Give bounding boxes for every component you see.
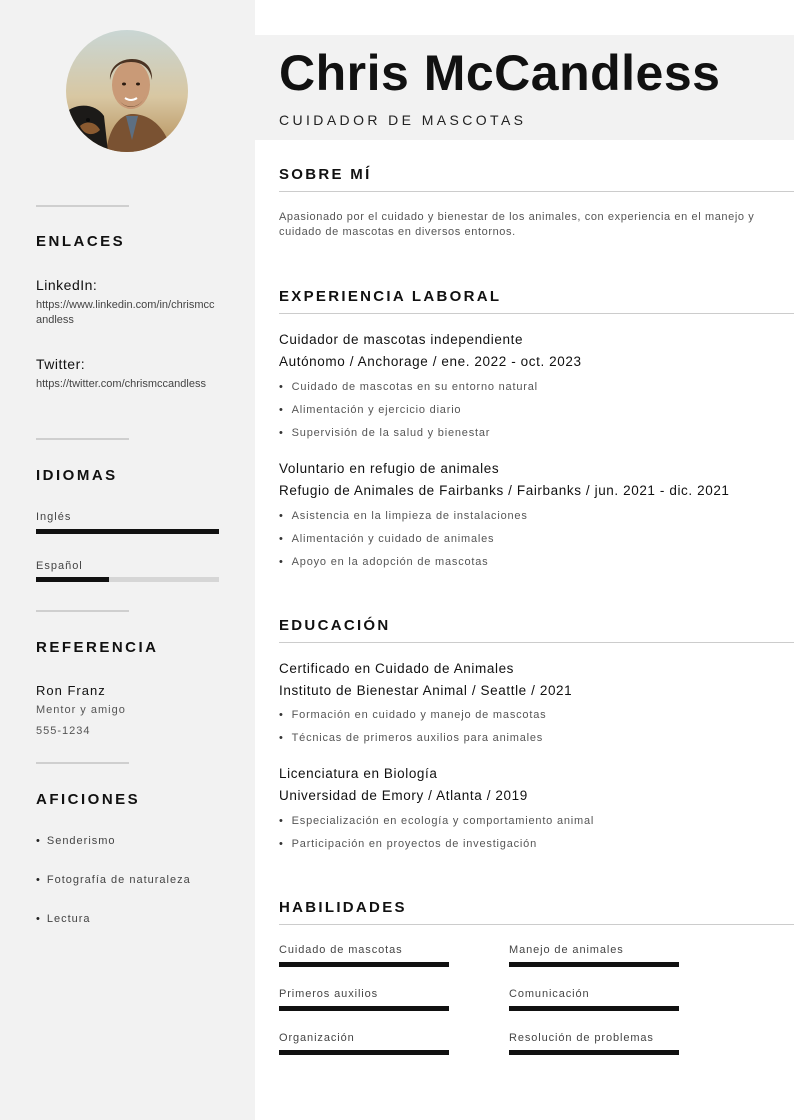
linkedin-link[interactable]: https://www.linkedin.com/in/chrismccandless <box>36 299 215 326</box>
reference-name: Ron Franz <box>36 683 106 698</box>
about-text: Apasionado por el cuidado y bienestar de los animales, con experiencia en el manejo y cuidado de mascotas en diversos entornos. <box>279 211 755 238</box>
section-rule <box>279 313 794 314</box>
hobby-item: • Fotografía de naturaleza <box>36 874 191 886</box>
skill-label: Manejo de animales <box>509 944 624 956</box>
skill-bar <box>279 1050 449 1055</box>
language-english-label: Inglés <box>36 511 72 523</box>
experience-role: Voluntario en refugio de animales <box>279 461 500 476</box>
reference-heading: REFERENCIA <box>36 639 159 656</box>
skill-level <box>279 1006 449 1011</box>
skill-level <box>509 1006 679 1011</box>
twitter-link[interactable]: https://twitter.com/chrismccandless <box>36 378 206 390</box>
skill-label: Organización <box>279 1032 355 1044</box>
linkedin-label: LinkedIn: <box>36 277 98 293</box>
links-heading: ENLACES <box>36 233 126 250</box>
education-bullet: • Especialización en ecología y comportamiento animal <box>279 815 594 827</box>
candidate-name: Chris McCandless <box>279 45 721 101</box>
language-english-bar <box>36 529 219 534</box>
language-spanish-bar <box>36 577 219 582</box>
skill-level <box>509 1050 679 1055</box>
education-degree: Certificado en Cuidado de Animales <box>279 661 515 676</box>
skill-bar <box>509 1006 679 1011</box>
experience-bullet: • Cuidado de mascotas en su entorno natural <box>279 381 538 393</box>
experience-bullet: • Supervisión de la salud y bienestar <box>279 427 490 439</box>
sidebar <box>0 0 255 1120</box>
experience-role: Cuidador de mascotas independiente <box>279 332 524 347</box>
hobby-item: • Lectura <box>36 913 91 925</box>
reference-phone: 555-1234 <box>36 725 91 737</box>
experience-heading: EXPERIENCIA LABORAL <box>279 288 502 305</box>
job-title: CUIDADOR DE MASCOTAS <box>279 112 527 128</box>
experience-bullet: • Apoyo en la adopción de mascotas <box>279 556 488 568</box>
twitter-label: Twitter: <box>36 356 86 372</box>
avatar <box>66 30 188 152</box>
about-heading: SOBRE MÍ <box>279 166 372 183</box>
reference-relation: Mentor y amigo <box>36 704 126 716</box>
section-rule <box>279 191 794 192</box>
language-english-level <box>36 529 219 534</box>
profile-photo <box>66 30 188 152</box>
divider <box>36 205 129 207</box>
education-bullet: • Técnicas de primeros auxilios para animales <box>279 732 543 744</box>
education-degree: Licenciatura en Biología <box>279 766 438 781</box>
skill-bar <box>509 962 679 967</box>
experience-details: Refugio de Animales de Fairbanks / Fairbanks / jun. 2021 - dic. 2021 <box>279 483 730 498</box>
skills-heading: HABILIDADES <box>279 899 407 916</box>
hobby-item: • Senderismo <box>36 835 116 847</box>
hobbies-heading: AFICIONES <box>36 791 141 808</box>
skill-label: Primeros auxilios <box>279 988 379 1000</box>
skill-bar <box>279 962 449 967</box>
skill-label: Resolución de problemas <box>509 1032 654 1044</box>
divider <box>36 610 129 612</box>
language-spanish-label: Español <box>36 560 83 572</box>
skill-level <box>509 962 679 967</box>
skill-level <box>279 1050 449 1055</box>
experience-bullet: • Alimentación y cuidado de animales <box>279 533 494 545</box>
education-details: Universidad de Emory / Atlanta / 2019 <box>279 788 528 803</box>
education-heading: EDUCACIÓN <box>279 617 391 634</box>
divider <box>36 762 129 764</box>
section-rule <box>279 642 794 643</box>
language-spanish-level <box>36 577 109 582</box>
education-details: Instituto de Bienestar Animal / Seattle / 2021 <box>279 683 573 698</box>
skill-level <box>279 962 449 967</box>
skill-label: Cuidado de mascotas <box>279 944 403 956</box>
experience-bullet: • Asistencia en la limpieza de instalaciones <box>279 510 528 522</box>
skill-bar <box>279 1006 449 1011</box>
education-bullet: • Formación en cuidado y manejo de mascotas <box>279 709 546 721</box>
languages-heading: IDIOMAS <box>36 467 118 484</box>
experience-details: Autónomo / Anchorage / ene. 2022 - oct. 2023 <box>279 354 582 369</box>
experience-bullet: • Alimentación y ejercicio diario <box>279 404 461 416</box>
education-bullet: • Participación en proyectos de investigación <box>279 838 537 850</box>
section-rule <box>279 924 794 925</box>
skill-label: Comunicación <box>509 988 590 1000</box>
divider <box>36 438 129 440</box>
skill-bar <box>509 1050 679 1055</box>
